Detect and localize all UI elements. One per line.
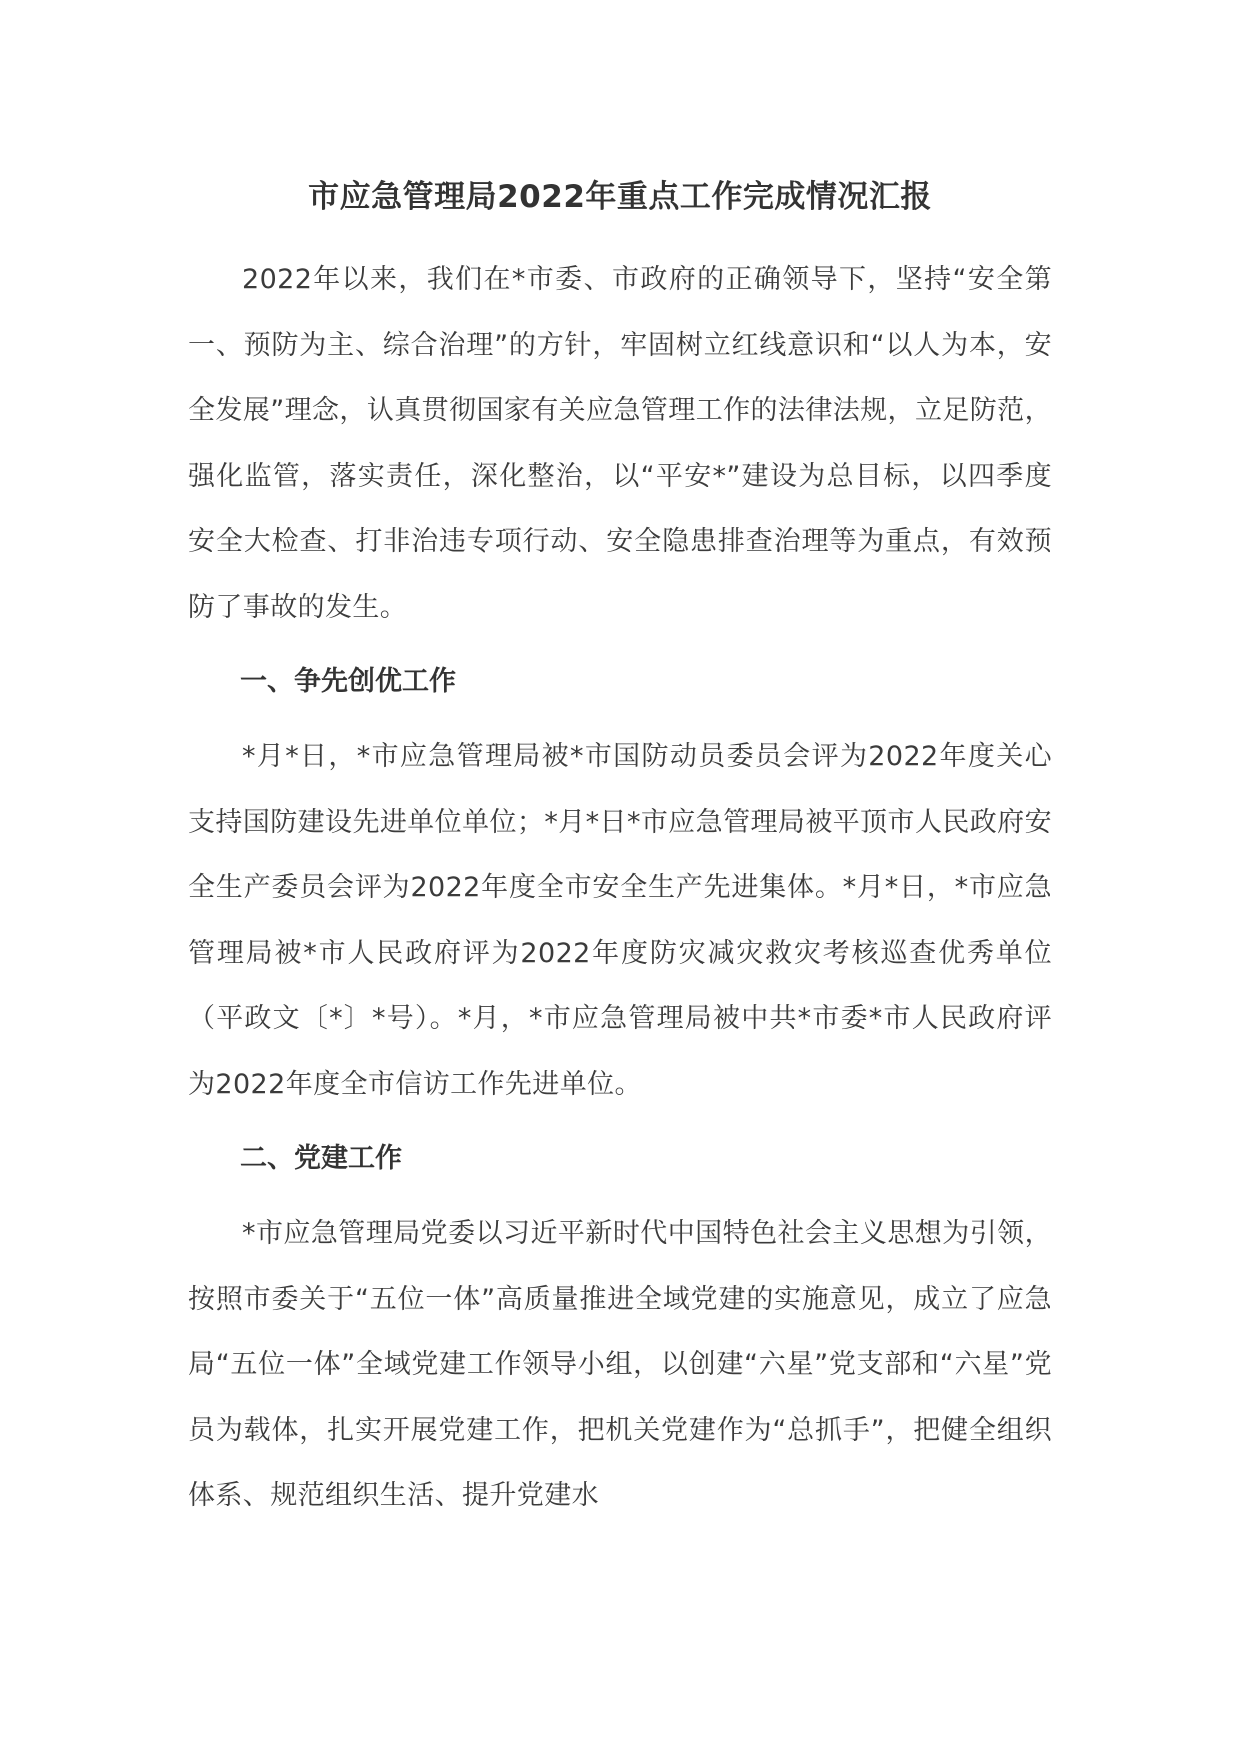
section-paragraph-2: *市应急管理局党委以习近平新时代中国特色社会主义思想为引领，按照市委关于“五位一体”高质量推进全域党建的实施意见，成立了应急局“五位一体”全域党建工作领导小组，以创建“六星”党支部和“六星”党员为载体，扎实开展党建工作，把机关党建作为“总抓手”，把健全组织体系、规范组织生活、提升党建水 xyxy=(188,1218,1052,1511)
section-heading-2: 二、党建工作 xyxy=(240,1143,402,1174)
section-heading-1: 一、争先创优工作 xyxy=(240,666,456,697)
intro-paragraph: 2022年以来，我们在*市委、市政府的正确领导下，坚持“安全第一、预防为主、综合治理”的方针，牢固树立红线意识和“以人为本，安全发展”理念，认真贯彻国家有关应急管理工作的法律法规，立足防范，强化监管，落实责任，深化整治，以“平安*”建设为总目标，以四季度安全大检查、打非治违专项行动、安全隐患排查治理等为重点，有效预防了事故的发生。 xyxy=(188,264,1052,623)
document-body xyxy=(188,175,1052,1529)
section-paragraph-1: *月*日，*市应急管理局被*市国防动员委员会评为2022年度关心支持国防建设先进单位单位；*月*日*市应急管理局被平顶市人民政府安全生产委员会评为2022年度全市安全生产先进集体。*月*日，*市应急管理局被*市人民政府评为2022年度防灾减灾救灾考核巡查优秀单位（平政文〔*〕*号）。*月，*市应急管理局被中共*市委*市人民政府评为2022年度全市信访工作先进单位。 xyxy=(188,741,1052,1100)
document-title: 市应急管理局2022年重点工作完成情况汇报 xyxy=(308,179,932,215)
